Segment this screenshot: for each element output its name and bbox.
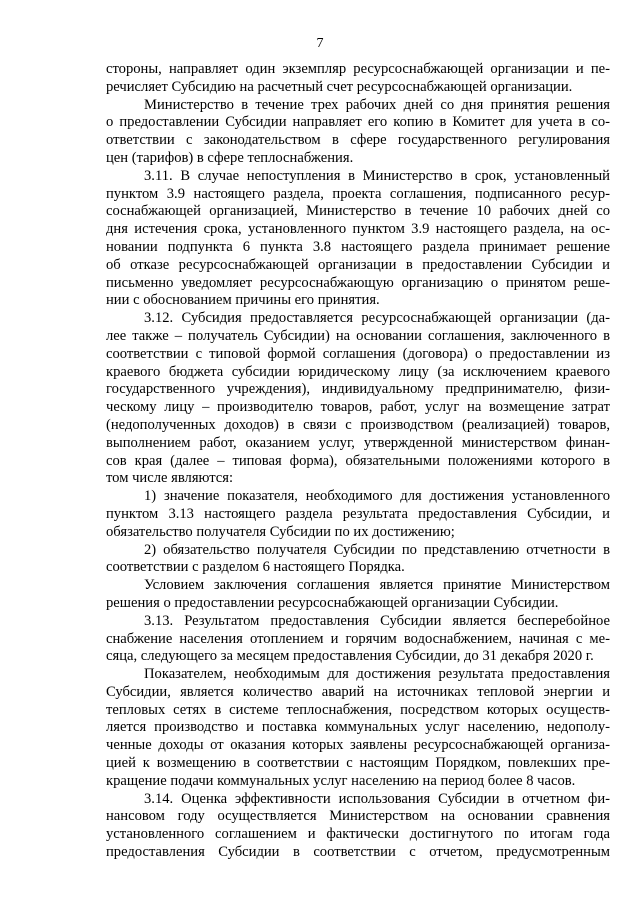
paragraph-line: 3.12. Субсидия предоставляется ресурсоснабжающей организации (да- [144,310,610,327]
paragraph-line: ческому лицу – производителю товаров, работ, услуг на возмещение затрат [106,399,610,416]
paragraph-line: дня истечения срока, установленного пунктом 3.9 настоящего раздела, на ос- [106,221,610,238]
paragraph-line: сяца, следующего за месяцем предоставления Субсидии, до 31 декабря 2020 г. [106,648,594,665]
paragraph-line: об отказе ресурсоснабжающей организации в предоставлении Субсидии и [106,256,610,273]
paragraph-line: снабжение населения отоплением и горячим водоснабжением, начиная с ме- [106,630,610,647]
paragraph-line: пунктом 3.13 настоящего раздела результата предоставления Субсидии, и [106,505,610,522]
paragraph-line: Показателем, необходимым для достижения результата предоставления [144,666,610,683]
paragraph-line: лее также – получатель Субсидии) на основании соглашения, заключенного в [106,327,610,344]
paragraph-line: ответствии с законодательством в сфере государственного регулирования [106,132,610,149]
paragraph-line: предоставления Субсидии в соответствии с отчетом, предусмотренным [106,844,610,861]
paragraph-line: 3.14. Оценка эффективности использования Субсидии в отчетном фи- [144,790,610,807]
paragraph-line: пунктом 3.9 настоящего раздела, проекта соглашения, подписанного ресур- [106,185,610,202]
paragraph-line: выполнением работ, оказанием услуг, утвержденной министерством финан- [106,434,610,451]
paragraph-line: нии с обоснованием причины его принятия. [106,292,380,309]
paragraph-line: Субсидии, является количество аварий на источниках тепловой энергии и [106,683,610,700]
paragraph-line: тепловых сетях в системе теплоснабжения, посредством которых осуществ- [106,701,610,718]
paragraph-line: 2) обязательство получателя Субсидии по представлению отчетности в [144,541,610,558]
paragraph-line: кращение подачи коммунальных услуг населению на период более 8 часов. [106,772,576,789]
paragraph-line: 3.13. Результатом предоставления Субсидии является бесперебойное [144,612,610,629]
paragraph-line: Министерство в течение трех рабочих дней со дня принятия решения [144,96,610,113]
paragraph-line: ченные доходы от оказания которых заявлены ресурсоснабжающей организа- [106,737,610,754]
paragraph-line: письменно уведомляет ресурсоснабжающую организацию о принятом реше- [106,274,610,291]
page-number: 7 [316,36,324,51]
paragraph-line: краевого бюджета субсидии юридическому лицу (за исключением краевого [106,363,610,380]
paragraph-line: государственного учреждения), индивидуальному предпринимателю, физи- [106,381,610,398]
paragraph-line: новании подпункта 6 пункта 3.8 настоящего раздела принимает решение [106,238,610,255]
paragraph-line: ляется производство и поставка коммунальных услуг населению, недополу- [106,719,610,736]
paragraph-line: 3.11. В случае непоступления в Министерство в срок, установленный [144,167,610,184]
paragraph-line: стороны, направляет один экземпляр ресурсоснабжающей организации и пе- [106,61,610,77]
paragraph-line: соответствии с типовой формой соглашения (договора) о предоставлении из [106,345,610,362]
paragraph-line: речисляет Субсидию на расчетный счет ресурсоснабжающей организации. [106,78,573,95]
paragraph-line: том числе являются: [106,470,234,487]
paragraph-line: сов края (далее – типовая форма), обязательными положениями которого в [106,452,610,469]
paragraph-line: о предоставлении Субсидии направляет его копию в Комитет для учета в со- [106,114,610,131]
paragraph-line: обязательство получателя Субсидии по их достижению; [106,523,455,540]
paragraph-line: нансовом году осуществляется Министерством на основании сравнения [106,808,610,825]
paragraph-line: соответствии с разделом 6 настоящего Порядка. [106,559,405,576]
document-body [106,61,610,862]
paragraph-line: цен (тарифов) в сфере теплоснабжения. [106,149,354,166]
paragraph-line: установленного соглашением и фактически достигнутого по итогам года [106,826,610,843]
paragraph-line: 1) значение показателя, необходимого для достижения установленного [144,488,610,505]
paragraph-line: соснабжающей организацией, Министерство в течение 10 рабочих дней со [106,203,610,220]
paragraph-line: цией к возмещению в соответствии с настоящим Порядком, повлекших пре- [106,755,610,772]
paragraph-line: (недополученных доходов) в связи с производством (реализацией) товаров, [106,416,610,433]
paragraph-line: Условием заключения соглашения является принятие Министерством [144,577,610,594]
paragraph-line: решения о предоставлении ресурсоснабжающей организации Субсидии. [106,594,559,611]
